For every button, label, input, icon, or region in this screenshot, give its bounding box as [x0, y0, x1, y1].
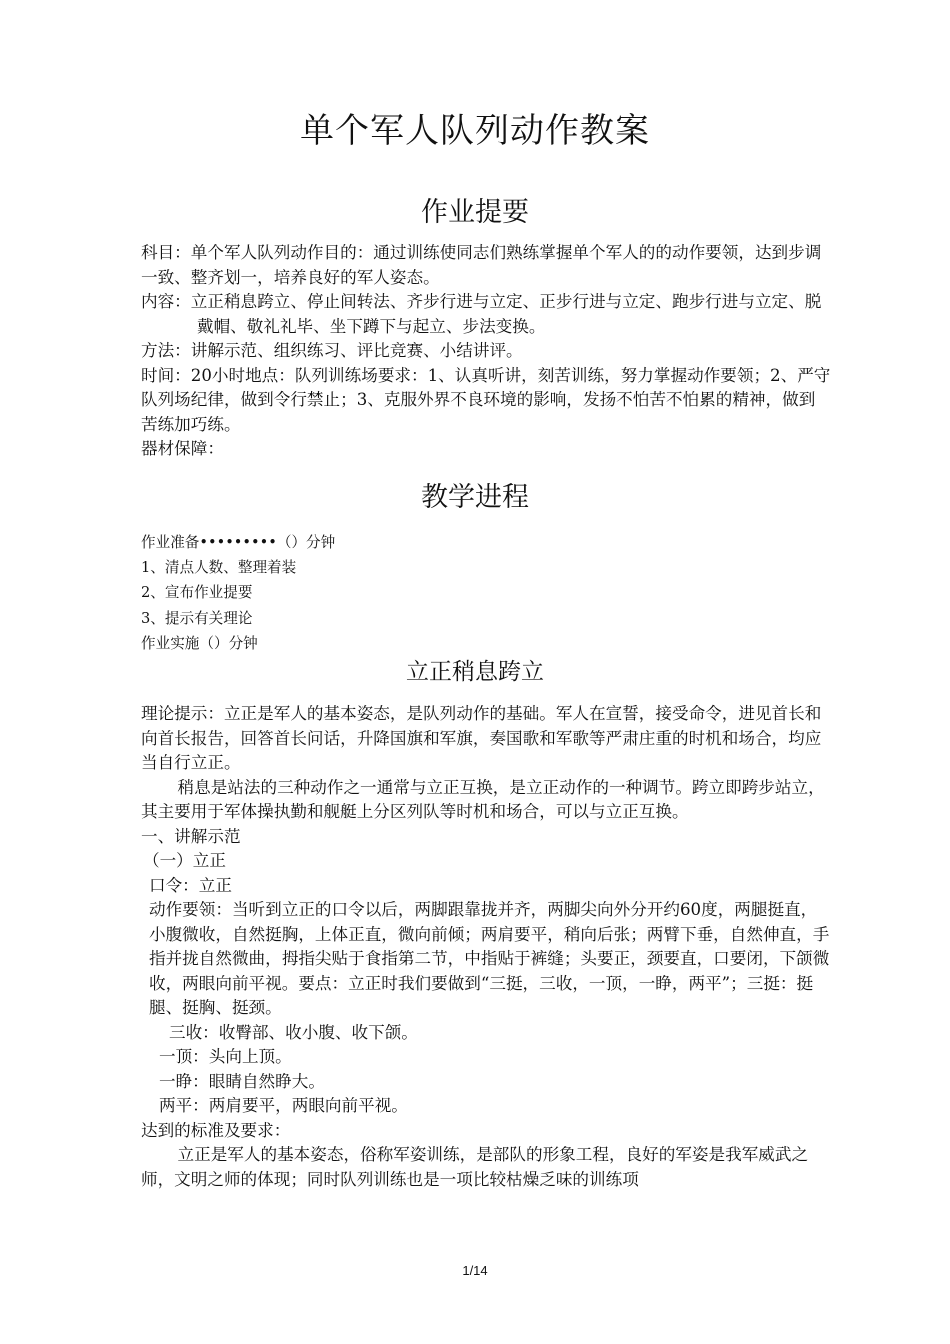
- summary-method: 方法：讲解示范、组织练习、评比竞赛、小结讲评。: [141, 341, 523, 360]
- theory-paragraph-1: 理论提示：立正是军人的基本姿态，是队列动作的基础。军人在宣誓，接受命令，进见首长和向首长报告，回答首长问话，升降国旗和军旗，奏国歌和军歌等严肃庄重的时机和场合，均应当自行立正。: [141, 704, 822, 772]
- process-step-3: 3、提示有关理论: [141, 609, 253, 627]
- section-heading-summary: 作业提要: [421, 197, 529, 228]
- sub-heading-attention: （一）立正: [143, 851, 226, 870]
- standard-paragraph: 立正是军人的基本姿态，俗称军姿训练，是部队的形象工程，良好的军姿是我军威武之师，文明之师的体现；同时队列训练也是一项比较枯燥乏味的训练项: [141, 1145, 809, 1189]
- process-block: [141, 530, 831, 656]
- stand-block: [141, 702, 831, 1192]
- part-heading-explain: 一、讲解示范: [141, 826, 241, 846]
- process-implementation: 作业实施（）分钟: [141, 634, 258, 652]
- process-prep: 作业准备•••••••••（）分钟: [141, 534, 336, 551]
- section-heading-process: 教学进程: [421, 482, 529, 513]
- process-step-2: 2、宣布作业提要: [141, 584, 253, 602]
- standard-heading: 达到的标准及要求：: [141, 1120, 291, 1140]
- three-shou-line: 三收：收臀部、收小腹、收下颌。: [169, 1022, 418, 1042]
- summary-block: [141, 241, 831, 462]
- page-number: 1/14: [462, 1263, 488, 1278]
- summary-content: 内容：立正稍息跨立、停止间转法、齐步行进与立定、正步行进与立定、跑步行进与立定、脱戴帽、敬礼礼毕、坐下蹲下与起立、步法变换。: [141, 292, 822, 336]
- one-zheng-line: 一睁：眼睛自然睁大。: [159, 1071, 325, 1091]
- document-title: 单个军人队列动作教案: [300, 111, 650, 151]
- action-essentials: 动作要领：当听到立正的口令以后，两脚跟靠拢并齐，两脚尖向外分开约60度，两腿挺直，小腹微收，自然挺胸，上体正直，微向前倾；两肩要平，稍向后张；两臂下垂，自然伸直，手指并拢自然微曲，拇指尖贴于食指第二节，中指贴于裤缝；头要正，颈要直，口要闭，下颌微收，两眼向前平视。要点：立正时我们要做到“三挺，三收，一顶，一睁，两平”；三挺：挺腿、挺胸、挺颈。: [149, 900, 830, 1017]
- summary-subject: 科目：单个军人队列动作目的：通过训练使同志们熟练掌握单个军人的的动作要领，达到步调一致、整齐划一，培养良好的军人姿态。: [141, 243, 822, 287]
- theory-paragraph-2: 稍息是站法的三种动作之一通常与立正互换，是立正动作的一种调节。跨立即跨步站立，其主要用于军体操执勤和舰艇上分区列队等时机和场合，可以与立正互换。: [141, 777, 825, 821]
- command-line: 口令：立正: [149, 875, 232, 895]
- one-ding-line: 一顶：头向上顶。: [159, 1047, 292, 1066]
- summary-equipment: 器材保障：: [141, 439, 224, 458]
- process-step-1: 1、清点人数、整理着装: [141, 559, 297, 577]
- summary-time: 时间：20小时地点：队列训练场要求：1、认真听讲，刻苦训练，努力掌握动作要领；2、严守队列场纪律，做到令行禁止；3、克服外界不良环境的影响，发扬不怕苦不怕累的精神，做到苦练加巧练。: [141, 365, 831, 434]
- section-heading-stand: 立正稍息跨立: [406, 659, 544, 685]
- two-ping-line: 两平：两肩要平，两眼向前平视。: [159, 1096, 408, 1115]
